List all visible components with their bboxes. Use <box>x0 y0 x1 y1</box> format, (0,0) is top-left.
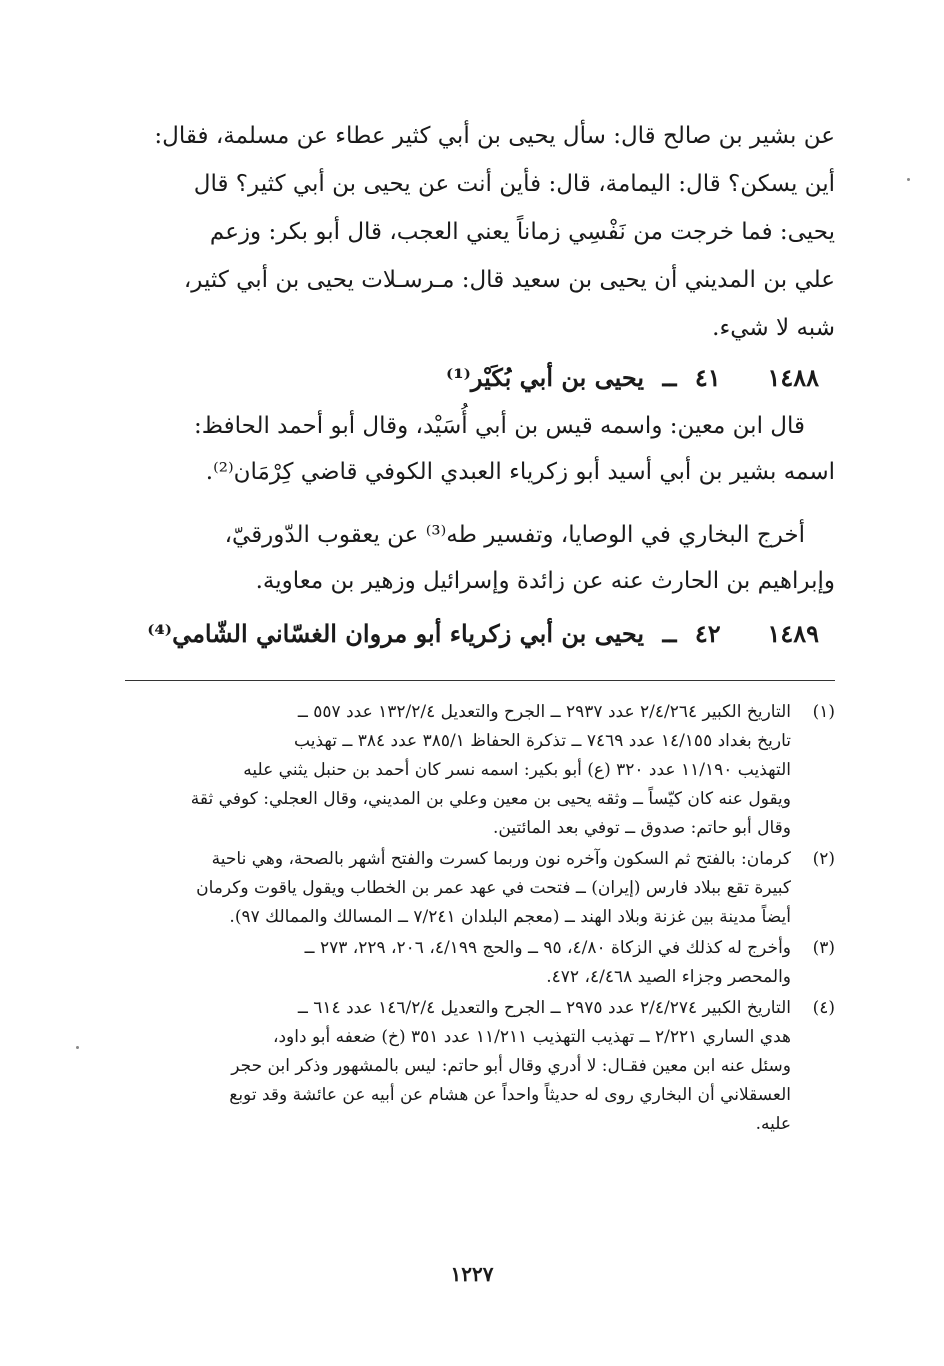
footnote-line: هدي الساري ٢/٢٢١ ــ تهذيب التهذيب ١١/٢١١ عدد ٣٥١ (خ) ضعفه أبو داود، <box>272 1027 791 1047</box>
footnote-line: وسئل عنه ابن معين فقـال: لا أدري وقال أبو حاتم: ليس بالمشهور وذكر ابن حجر <box>231 1056 791 1076</box>
text-line: قال ابن معين: واسمه قيس بن أبي أُسَيْد، وقال أبو أحمد الحافظ: <box>194 413 805 439</box>
scan-speck <box>907 178 910 181</box>
footnote-line: والمحصر وجزاء الصيد ٤/٤٦٨، ٤٧٢. <box>546 967 791 987</box>
text-line: وإبراهيم بن الحارث عنه عن زائدة وإسرائيل وزهير بن معاوية. <box>255 568 835 594</box>
footnote-line: كرمان: بالفتح ثم السكون وآخره نون وربما كسرت والفتح أشهر بالصحة، وهي ناحية <box>211 849 791 869</box>
footnotes <box>125 698 835 1141</box>
footnote-line: العسقلاني أن البخاري روى له حديثاً واحداً عن هشام عن أبيه عن عائشة وقد توبع <box>229 1085 791 1105</box>
text-line: يحيى: فما خرجت من نَفْسِي زماناً يعني العجب، قال أبو بكر: وزعم <box>209 219 835 245</box>
text-line: شبه لا شيء. <box>712 315 835 341</box>
footnote-line: عليه. <box>755 1114 791 1134</box>
entry-index: ٤٢ <box>694 619 721 648</box>
entry-heading-1489 <box>119 614 819 654</box>
page-number: ١٢٢٧ <box>450 1262 494 1286</box>
footnote-4 <box>125 994 835 1139</box>
footnote-3 <box>125 934 835 992</box>
footnote-line: وقال أبو حاتم: صدوق ــ توفي بعد المائتين. <box>492 818 791 838</box>
text-line: اسمه بشير بن أبي أسيد أبو زكرياء العبدي الكوفي قاضي كِرْمَان⁽²⁾. <box>205 459 835 485</box>
footnote-line: تاريخ بغداد ١٤/١٥٥ عدد ٧٤٦٩ ــ تذكرة الحفاظ ٣٨٥/١ عدد ٣٨٤ ــ تهذيب <box>294 731 791 751</box>
entry-1488-paragraph-1 <box>125 403 835 495</box>
footnote-number: (٣) <box>812 938 835 958</box>
entry-1488-paragraph-2 <box>125 512 835 604</box>
entry-dash: ــ <box>662 619 677 648</box>
footnote-line: التهذيب ١١/١٩٠ عدد ٣٢٠ (ع) أبو بكير: اسمه نسر كان أحمد بن حنبل يثني عليه <box>243 760 791 780</box>
footnote-number: (٤) <box>812 998 835 1018</box>
text-line: أخرج البخاري في الوصايا، وتفسير طه⁽³⁾ عن يعقوب الدّورقيّ، <box>224 522 805 548</box>
main-paragraph <box>125 112 835 352</box>
footnote-line: ويقول عنه كان كيّساً ــ وثقه يحيى بن معين وعلي بن المديني، وقال العجلي: كوفي ثقة <box>190 789 791 809</box>
text-line: علي بن المديني أن يحيى بن سعيد قال: مـرسـلات يحيى بن أبي كثير، <box>183 267 835 293</box>
text-line: أين يسكن؟ قال: اليمامة، قال: فأين أنت عن يحيى بن أبي كثير؟ قال <box>193 171 835 197</box>
entry-number: ١٤٨٩ <box>767 619 819 648</box>
footnote-number: (١) <box>812 702 835 722</box>
footnote-divider <box>125 680 835 681</box>
footnote-line: التاريخ الكبير ٢/٤/٢٧٤ عدد ٢٩٧٥ ــ الجرح والتعديل ١٤٦/٢/٤ عدد ٦١٤ ــ <box>297 998 791 1018</box>
entry-name: يحيى بن أبي بُكَيْر⁽¹⁾ <box>446 363 645 392</box>
entry-dash: ــ <box>662 363 677 392</box>
footnote-line: وأخرج له كذلك في الزكاة ٤/٨٠، ٩٥ ــ والحج ٤/١٩٩، ٢٠٦، ٢٢٩، ٢٧٣ ــ <box>304 938 791 958</box>
entry-name: يحيى بن أبي زكرياء أبو مروان الغسّاني الشّامي⁽⁴⁾ <box>147 619 645 648</box>
footnote-line: كبيرة تقع ببلاد فارس (إيران) ــ فتحت في عهد عمر بن الخطاب ويقول ياقوت وكرمان <box>196 878 791 898</box>
scan-speck <box>76 1046 79 1049</box>
footnote-line: أيضاً مدينة بين غزنة وبلاد الهند ــ (معجم البلدان ٧/٢٤١ ــ المسالك والممالك ٩٧). <box>229 907 791 927</box>
footnote-1 <box>125 698 835 843</box>
entry-index: ٤١ <box>694 363 721 392</box>
footnote-2 <box>125 845 835 932</box>
text-line: عن بشير بن صالح قال: سأل يحيى بن أبي كثير عطاء عن مسلمة، فقال: <box>154 123 835 149</box>
footnote-line: التاريخ الكبير ٢/٤/٢٦٤ عدد ٢٩٣٧ ــ الجرح والتعديل ١٣٢/٢/٤ عدد ٥٥٧ ــ <box>297 702 791 722</box>
entry-heading-1488 <box>119 358 819 398</box>
entry-number: ١٤٨٨ <box>767 363 819 392</box>
footnote-number: (٢) <box>812 849 835 869</box>
